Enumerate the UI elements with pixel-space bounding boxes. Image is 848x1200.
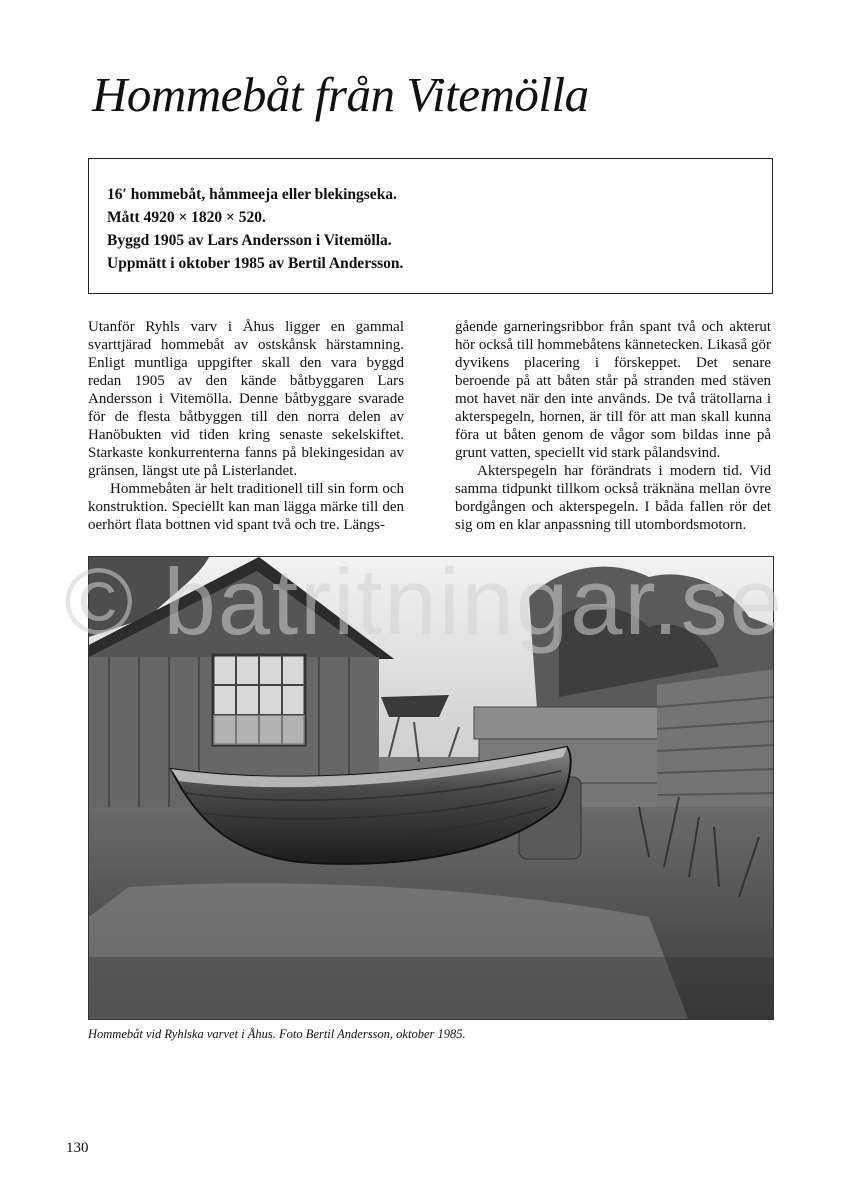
copyright-watermark: © batritningar.se: [64, 549, 784, 654]
paragraph: Akterspegeln har förändrats i modern tid. Vid samma tidpunkt tillkom också träknäna mellan övre bordgången och akterspegeln. I båda fallen rör det sig om en klar anpassning till utombordsmotorn.: [455, 463, 771, 533]
boat-photo-illustration: [89, 557, 774, 1020]
page-number: 130: [66, 1140, 89, 1156]
spec-measured: Uppmätt i oktober 1985 av Bertil Andersson.: [107, 255, 404, 272]
spec-type: 16′ hommebåt, håmmeeja eller blekingseka.: [107, 186, 397, 203]
specification-list: [107, 183, 403, 275]
page-title: Hommebåt från Vitemölla: [92, 67, 589, 122]
paragraph: Hommebåten är helt traditionell till sin form och konstruktion. Speciellt kan man lägga märke till den oerhört flata bottnen vid spant två och tre. Längs-: [88, 481, 404, 533]
spec-dimensions: Mått 4920 × 1820 × 520.: [107, 209, 266, 226]
specification-box: [88, 158, 773, 294]
photo-caption: Hommebåt vid Ryhlska varvet i Åhus. Foto Bertil Andersson, oktober 1985.: [88, 1027, 466, 1041]
paragraph: gående garneringsribbor från spant två och akterut hör också till hommebåtens kännetecken. Likaså gör dyvikens placering i förskeppet. Det senare beroende på att båten står på stranden med stäven mot havet när den inte används. De två trätollarna i akterspegeln, hornen, är till för att man skall kunna föra ut båten genom de vågor som bildas inne på grunt vatten, speciellt vid stark pålandsvind.: [455, 319, 771, 461]
text-column-left: [88, 318, 404, 534]
paragraph: Utanför Ryhls varv i Åhus ligger en gammal svarttjärad hommebåt av ostskånsk härstamning. Enligt muntliga uppgifter skall den vara byggd redan 1905 av den kände båtbyggaren Lars Andersson i Vitemölla. Denne båtbyggare svarade för de flesta båtbyggen till den norra delen av Hanöbukten vid tiden kring senaste sekelskiftet. Starkaste konkurrenterna fanns på blekingesidan av gränsen, längst ute på Listerlandet.: [88, 319, 404, 479]
boat-photo: [88, 556, 774, 1020]
text-column-right: [455, 318, 771, 534]
spec-built: Byggd 1905 av Lars Andersson i Vitemölla.: [107, 232, 392, 249]
